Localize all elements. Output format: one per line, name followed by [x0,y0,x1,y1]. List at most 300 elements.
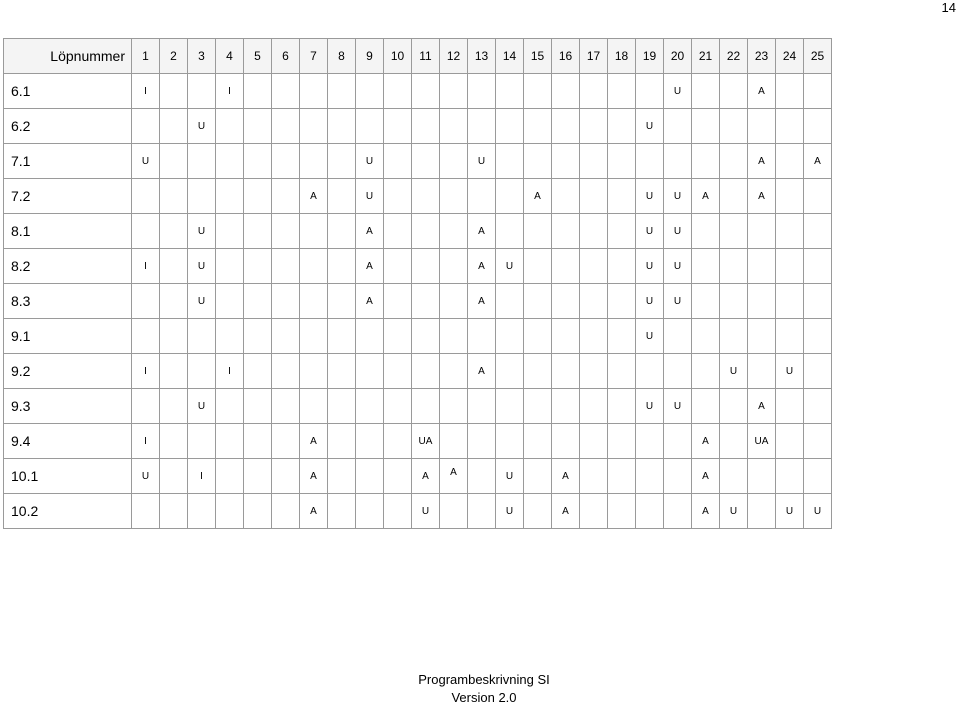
table-cell [328,284,356,319]
table-cell [496,144,524,179]
table-cell [496,319,524,354]
table-cell [188,424,216,459]
table-cell [384,424,412,459]
table-cell [776,214,804,249]
table-cell [244,494,272,529]
table-cell [468,354,496,389]
cell-value: U [813,505,822,517]
table-cell [384,74,412,109]
table-cell [748,424,776,459]
table-cell [664,494,692,529]
table-cell [608,214,636,249]
table-cell [468,144,496,179]
column-header: 14 [496,39,524,74]
table-cell [748,144,776,179]
row-label: 10.1 [4,459,132,494]
table-cell [160,74,188,109]
table-cell [356,214,384,249]
table-cell [384,389,412,424]
cell-value: U [673,260,682,272]
table-cell [552,144,580,179]
column-header: 11 [412,39,440,74]
table-cell [692,74,720,109]
table-cell [468,284,496,319]
table-cell [720,494,748,529]
table-cell [300,354,328,389]
column-header: 22 [720,39,748,74]
table-cell [580,214,608,249]
table-cell [216,179,244,214]
table-cell [580,424,608,459]
table-cell [496,214,524,249]
column-header: 20 [664,39,692,74]
column-header: 15 [524,39,552,74]
cell-value: A [478,295,485,307]
table-cell [720,179,748,214]
cell-value: UA [418,435,433,447]
table-cell [216,389,244,424]
table-cell [608,284,636,319]
table-cell [244,249,272,284]
table-cell [692,424,720,459]
table-cell [552,459,580,494]
table-cell [244,459,272,494]
table-cell [776,74,804,109]
row-label: 8.3 [4,284,132,319]
table-row [4,424,832,459]
cell-value: U [645,400,654,412]
table-cell [748,389,776,424]
table-cell [216,424,244,459]
table-cell [664,284,692,319]
table-cell [608,74,636,109]
row-label: 6.1 [4,74,132,109]
table-cell [356,144,384,179]
cell-value: U [197,260,206,272]
table-cell [188,284,216,319]
column-header: 21 [692,39,720,74]
table-cell [636,179,664,214]
table-cell [160,109,188,144]
table-cell [776,494,804,529]
table-cell [188,459,216,494]
cell-value: U [785,505,794,517]
table-cell [636,389,664,424]
table-cell [636,74,664,109]
cell-value: A [758,400,765,412]
table-cell [216,284,244,319]
table-cell [300,319,328,354]
table-cell [216,494,244,529]
table-cell [328,144,356,179]
table-cell [440,319,468,354]
table-cell [496,424,524,459]
column-header: 3 [188,39,216,74]
cell-value: U [645,260,654,272]
table-cell [300,494,328,529]
table-cell [412,354,440,389]
table-cell [468,319,496,354]
table-cell [440,424,468,459]
cell-value: A [422,470,429,482]
table-cell [132,494,160,529]
table-cell [412,214,440,249]
table-cell [524,109,552,144]
table-cell [244,319,272,354]
table-cell [412,424,440,459]
table-cell [384,494,412,529]
row-label: 9.2 [4,354,132,389]
table-cell [776,144,804,179]
table-cell [692,319,720,354]
row-label: 7.2 [4,179,132,214]
table-cell [552,284,580,319]
cell-value: UA [754,435,769,447]
table-cell [216,459,244,494]
table-cell [776,319,804,354]
table-cell [300,179,328,214]
table-cell [608,424,636,459]
cell-value: U [673,85,682,97]
table-cell [440,179,468,214]
table-cell [412,109,440,144]
table-row [4,319,832,354]
table-cell [384,354,412,389]
table-cell [132,389,160,424]
table-cell [188,319,216,354]
table-cell [580,494,608,529]
table-cell [580,74,608,109]
table-cell [580,354,608,389]
table-cell [804,284,832,319]
column-header: 19 [636,39,664,74]
table-cell [496,74,524,109]
table-cell [216,214,244,249]
table-cell [608,494,636,529]
table-header-row [4,39,832,74]
table-cell [580,459,608,494]
table-cell [608,389,636,424]
table-cell [636,459,664,494]
table-cell [272,494,300,529]
table-cell [692,354,720,389]
table-cell [748,494,776,529]
table-cell [132,214,160,249]
table-cell [552,74,580,109]
table-cell [356,179,384,214]
cell-value: U [673,400,682,412]
column-header: 1 [132,39,160,74]
table-cell [524,284,552,319]
table-cell [804,214,832,249]
cell-value: U [673,190,682,202]
cell-value: I [228,365,231,377]
table-cell [748,284,776,319]
table-cell [300,109,328,144]
page-number: 14 [941,0,956,15]
cell-value: U [505,470,514,482]
column-header: 4 [216,39,244,74]
table-cell [524,214,552,249]
cell-value: A [478,260,485,272]
table-cell [468,424,496,459]
table-cell [580,109,608,144]
table-cell [804,459,832,494]
table-cell [440,214,468,249]
table-cell [272,424,300,459]
table-cell [132,179,160,214]
footer-title: Programbeskrivning SI [418,672,550,687]
cell-value: U [477,155,486,167]
table-row [4,354,832,389]
table-cell [328,459,356,494]
column-header: 10 [384,39,412,74]
table-row [4,144,832,179]
table-cell [160,389,188,424]
table-cell [552,389,580,424]
cell-value: A [814,155,821,167]
table-cell [776,354,804,389]
table-cell [496,249,524,284]
cell-value: A [758,190,765,202]
table-cell [188,354,216,389]
table-row [4,389,832,424]
cell-value: U [673,225,682,237]
table-row [4,214,832,249]
cell-value: A [366,225,373,237]
table-cell [552,319,580,354]
table-cell [552,214,580,249]
table-cell [384,249,412,284]
table-cell [524,179,552,214]
table-cell [524,144,552,179]
table-cell [664,214,692,249]
table-cell [776,249,804,284]
table-cell [748,249,776,284]
footer-version: Version 2.0 [451,690,517,705]
table-cell [468,214,496,249]
table-cell [664,179,692,214]
table-cell [496,109,524,144]
row-label: 8.2 [4,249,132,284]
cell-value: A [758,155,765,167]
table-cell [496,459,524,494]
table-row [4,494,832,529]
cell-value: I [144,365,147,377]
cell-value: A [310,470,317,482]
table-row [4,459,832,494]
table-cell [356,424,384,459]
table-cell [132,109,160,144]
page-footer [0,671,960,707]
table-cell [272,179,300,214]
table-cell [692,249,720,284]
table-cell [132,144,160,179]
table-cell [244,354,272,389]
table-cell [692,459,720,494]
table-cell [636,354,664,389]
table-cell [524,74,552,109]
table-cell [300,389,328,424]
table-cell [664,319,692,354]
table-cell [692,284,720,319]
table-cell [216,354,244,389]
cell-value: U [645,120,654,132]
table-cell [580,249,608,284]
cell-value: A [450,466,457,478]
table-cell [664,459,692,494]
lopnummer-table [3,38,832,529]
cell-value: A [758,85,765,97]
table-cell [300,74,328,109]
table-cell [692,389,720,424]
table-cell [552,179,580,214]
table-cell [720,459,748,494]
table-cell [776,424,804,459]
table-cell [356,319,384,354]
cell-value: U [365,190,374,202]
table-cell [804,249,832,284]
table-cell [132,74,160,109]
table-cell [804,109,832,144]
row-label: 7.1 [4,144,132,179]
table-cell [384,214,412,249]
table-cell [300,144,328,179]
table-cell [748,459,776,494]
table-cell [244,424,272,459]
table-cell [720,74,748,109]
table-cell [720,389,748,424]
header-label: Löpnummer [4,39,132,74]
table-cell [496,354,524,389]
table-cell [132,354,160,389]
table-cell [188,389,216,424]
table-cell [132,459,160,494]
table-cell [692,109,720,144]
table-cell [720,144,748,179]
table-body [4,74,832,529]
table-cell [328,319,356,354]
table-cell [412,179,440,214]
table-cell [776,179,804,214]
table-cell [440,354,468,389]
column-header: 25 [804,39,832,74]
table-cell [440,389,468,424]
table-cell [720,109,748,144]
table-cell [524,249,552,284]
table-cell [328,494,356,529]
cell-value: U [141,470,150,482]
table-cell [356,249,384,284]
column-header: 6 [272,39,300,74]
cell-value: U [645,330,654,342]
table-cell [300,249,328,284]
table-cell [328,109,356,144]
table-cell [272,109,300,144]
table-cell [412,284,440,319]
table-cell [412,144,440,179]
cell-value: A [310,190,317,202]
table-cell [524,459,552,494]
table-cell [496,389,524,424]
table-cell [272,459,300,494]
table-cell [132,249,160,284]
column-header: 2 [160,39,188,74]
table-cell [412,74,440,109]
cell-value: A [534,190,541,202]
table-cell [412,389,440,424]
cell-value: I [144,260,147,272]
table-cell [244,389,272,424]
table-cell [356,354,384,389]
table-cell [412,459,440,494]
table-cell [692,494,720,529]
cell-value: U [729,365,738,377]
cell-value: A [562,505,569,517]
table-cell [664,389,692,424]
cell-value: A [310,505,317,517]
table-cell [384,179,412,214]
table-cell [160,354,188,389]
table-cell [356,459,384,494]
table-cell [216,319,244,354]
row-label: 6.2 [4,109,132,144]
table-cell [692,144,720,179]
table-cell [216,249,244,284]
table-cell [300,424,328,459]
cell-value: I [200,470,203,482]
table-cell [664,424,692,459]
table-cell [804,74,832,109]
table-cell [664,74,692,109]
table-cell [272,354,300,389]
table-cell [160,494,188,529]
table-cell [748,74,776,109]
cell-value: A [702,470,709,482]
table-cell [552,249,580,284]
table-cell [664,109,692,144]
table-cell [412,319,440,354]
table-cell [720,284,748,319]
table-cell [300,459,328,494]
column-header: 13 [468,39,496,74]
table-cell [804,494,832,529]
table-row [4,284,832,319]
table-cell [384,319,412,354]
table-cell [552,109,580,144]
table-cell [272,74,300,109]
table-cell [524,389,552,424]
table-cell [580,319,608,354]
cell-value: A [366,295,373,307]
table-cell [608,179,636,214]
table-cell [244,109,272,144]
cell-value: I [144,435,147,447]
cell-value: I [144,85,147,97]
table-cell [720,424,748,459]
table-cell [720,354,748,389]
table-cell [356,109,384,144]
column-header: 12 [440,39,468,74]
cell-value: A [562,470,569,482]
table-cell [328,214,356,249]
table-cell [188,74,216,109]
table-cell [468,459,496,494]
table-cell [356,494,384,529]
table-cell [580,284,608,319]
table-cell [440,74,468,109]
table-cell [384,284,412,319]
